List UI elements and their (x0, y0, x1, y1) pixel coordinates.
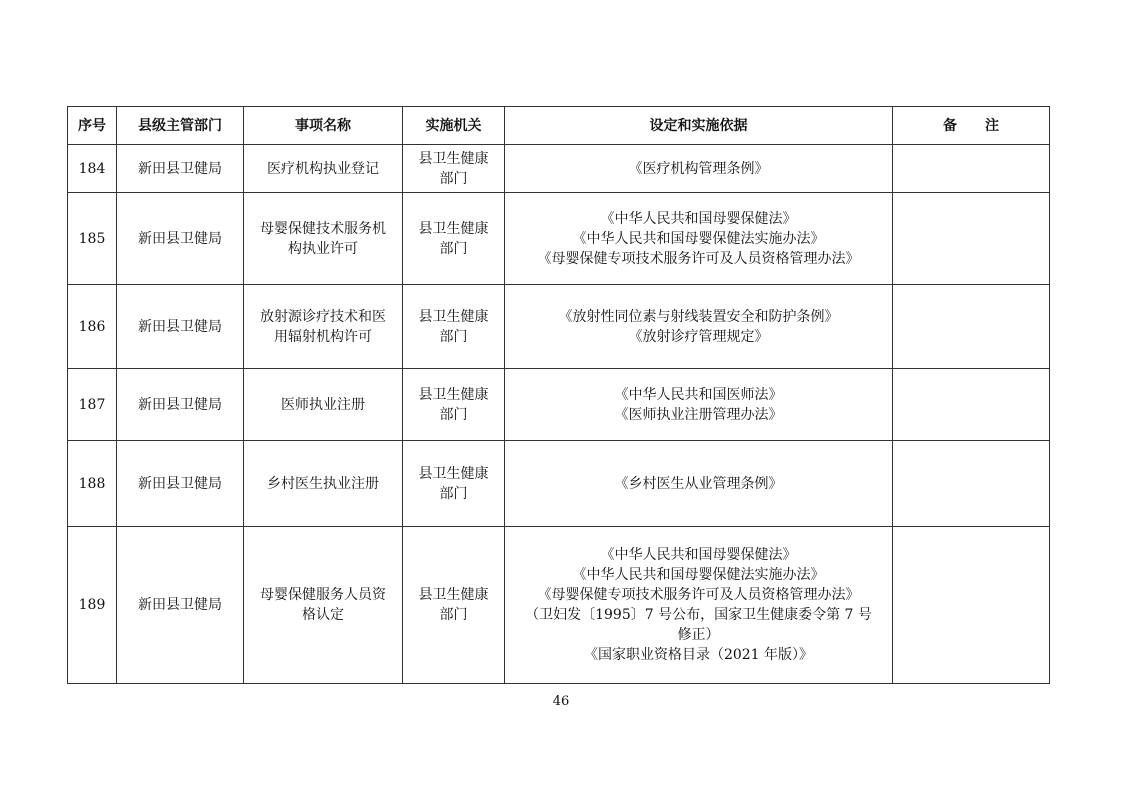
cell-item-name (244, 527, 403, 684)
cell-department: 新田县卫健局 (117, 369, 244, 441)
cell-agency (403, 441, 505, 527)
agency-line: 县卫生健康 (418, 386, 489, 403)
basis-line: 《中华人民共和国母婴保健法》 (600, 547, 797, 563)
cell-index: 186 (68, 285, 117, 369)
item-name-line: 医疗机构执业登记 (267, 160, 379, 177)
agency-line: 县卫生健康 (418, 220, 489, 237)
table-row (68, 369, 1050, 441)
cell-item-name (244, 145, 403, 193)
cell-basis (505, 285, 893, 369)
cell-remarks (893, 193, 1050, 285)
item-name-line: 母婴保健服务人员资 (260, 587, 386, 603)
cell-item-name (244, 285, 403, 369)
cell-index: 184 (68, 145, 117, 193)
cell-remarks (893, 285, 1050, 369)
agency-line: 部门 (439, 170, 468, 187)
cell-index: 185 (68, 193, 117, 285)
agency-line: 县卫生健康 (418, 465, 489, 482)
item-name-line: 格认定 (302, 607, 344, 623)
header-item-name: 事项名称 (244, 107, 403, 145)
basis-line: 《医疗机构管理条例》 (628, 160, 769, 177)
cell-agency (403, 285, 505, 369)
basis-line: 《中华人民共和国母婴保健法实施办法》 (572, 567, 825, 583)
table-row (68, 193, 1050, 285)
cell-index: 187 (68, 369, 117, 441)
item-name-line: 乡村医生执业注册 (267, 475, 379, 492)
basis-line: 《中华人民共和国母婴保健法》 (600, 210, 797, 227)
cell-agency (403, 193, 505, 285)
basis-line: 《放射性同位素与射线装置安全和防护条例》 (558, 308, 839, 325)
cell-remarks (893, 527, 1050, 684)
cell-basis (505, 145, 893, 193)
header-department: 县级主管部门 (117, 107, 244, 145)
basis-line: 修正） (677, 627, 720, 643)
cell-item-name (244, 193, 403, 285)
cell-remarks (893, 145, 1050, 193)
basis-line: 《母婴保健专项技术服务许可及人员资格管理办法》 (537, 587, 860, 603)
cell-agency (403, 527, 505, 684)
item-name-line: 构执业许可 (288, 240, 358, 257)
cell-remarks (893, 441, 1050, 527)
cell-basis (505, 193, 893, 285)
basis-line: 《中华人民共和国母婴保健法实施办法》 (572, 230, 825, 247)
cell-remarks (893, 369, 1050, 441)
header-index: 序号 (68, 107, 117, 145)
cell-agency (403, 369, 505, 441)
cell-basis (505, 441, 893, 527)
agency-line: 县卫生健康 (418, 150, 489, 167)
agency-line: 县卫生健康 (418, 587, 489, 603)
agency-line: 部门 (439, 240, 468, 257)
table-row (68, 441, 1050, 527)
cell-department: 新田县卫健局 (117, 441, 244, 527)
basis-line: （卫妇发〔1995〕7 号公布，国家卫生健康委令第 7 号 (525, 607, 872, 623)
cell-department: 新田县卫健局 (117, 193, 244, 285)
cell-index: 188 (68, 441, 117, 527)
header-agency: 实施机关 (403, 107, 505, 145)
cell-index: 189 (68, 527, 117, 684)
item-name-line: 医师执业注册 (281, 396, 365, 413)
cell-department: 新田县卫健局 (117, 145, 244, 193)
basis-line: 《乡村医生从业管理条例》 (614, 475, 783, 492)
agency-line: 县卫生健康 (418, 308, 489, 325)
cell-basis (505, 369, 893, 441)
item-name-line: 母婴保健技术服务机 (260, 220, 386, 237)
agency-line: 部门 (439, 607, 468, 623)
basis-line: 《中华人民共和国医师法》 (614, 386, 783, 403)
table-row (68, 527, 1050, 684)
page-number: 46 (552, 694, 570, 709)
basis-line: 《医师执业注册管理办法》 (614, 406, 783, 423)
agency-line: 部门 (439, 485, 468, 502)
item-name-line: 用辐射机构许可 (274, 328, 372, 345)
cell-agency (403, 145, 505, 193)
agency-line: 部门 (439, 406, 468, 423)
basis-line: 《母婴保健专项技术服务许可及人员资格管理办法》 (537, 250, 860, 267)
item-name-line: 放射源诊疗技术和医 (260, 308, 386, 325)
table-row (68, 145, 1050, 193)
cell-item-name (244, 369, 403, 441)
basis-line: 《放射诊疗管理规定》 (628, 328, 769, 345)
table-row (68, 285, 1050, 369)
cell-department: 新田县卫健局 (117, 285, 244, 369)
basis-line: 《国家职业资格目录（2021 年版）》 (583, 647, 814, 663)
agency-line: 部门 (439, 328, 468, 345)
cell-department: 新田县卫健局 (117, 527, 244, 684)
table-header-row (68, 107, 1050, 145)
items-table (67, 106, 1050, 684)
cell-basis (505, 527, 893, 684)
header-basis: 设定和实施依据 (505, 107, 893, 145)
header-remarks: 备 注 (893, 107, 1050, 145)
cell-item-name (244, 441, 403, 527)
